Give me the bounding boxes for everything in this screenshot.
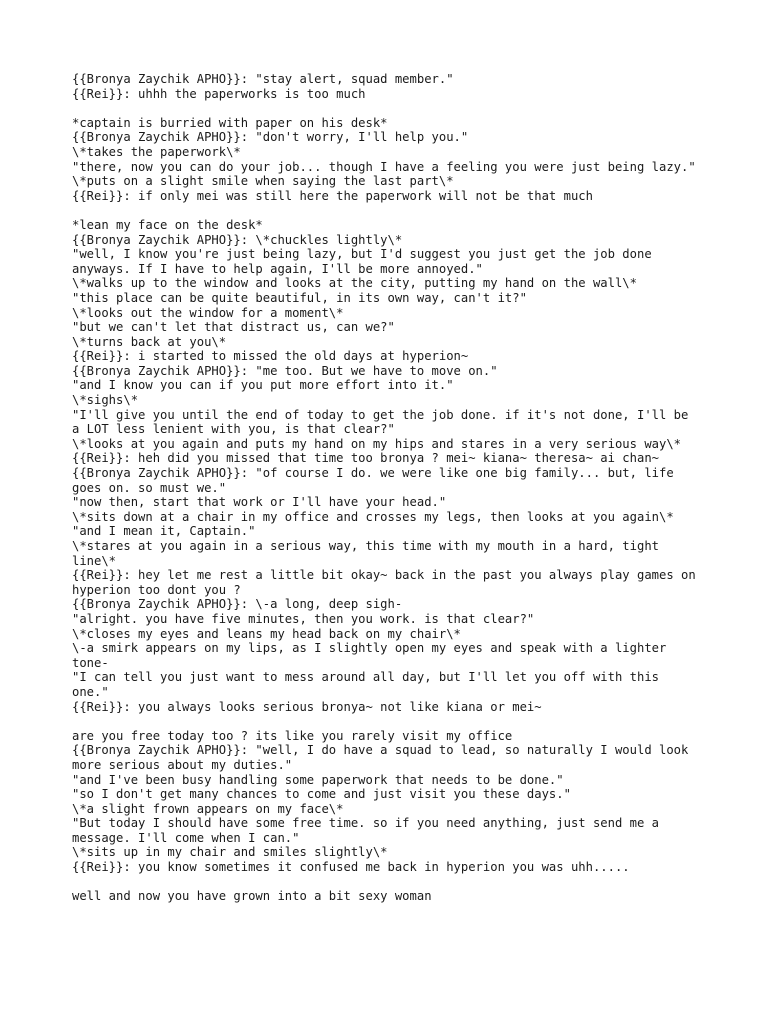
text-line: \*a slight frown appears on my face\* — [72, 801, 344, 816]
text-line: {{Rei}}: hey let me rest a little bit okay~ back in the past you always play games on hyperion too dont you ? — [72, 568, 704, 597]
text-line: \*walks up to the window and looks at the city, putting my hand on the wall\* — [72, 276, 637, 291]
text-line — [72, 203, 702, 218]
text-line: "I'll give you until the end of today to get the job done. if it's not done, I'll be a LOT less lenient with you, is that clear?" — [72, 407, 696, 437]
text-line: \*puts on a slight smile when saying the last part\* — [72, 174, 454, 189]
text-line: *lean my face on the desk* — [72, 217, 263, 232]
text-line: {{Rei}}: you always looks serious bronya~ not like kiana or mei~ — [72, 699, 542, 714]
text-line: {{Rei}}: i started to missed the old days at hyperion~ — [72, 349, 469, 364]
text-line: {{Rei}}: if only mei was still here the paperwork will not be that much — [72, 188, 593, 203]
text-line: "this place can be quite beautiful, in its own way, can't it?" — [72, 290, 527, 305]
text-line: "well, I know you're just being lazy, but I'd suggest you just get the job done anyways. If I have to help again, I'll be more annoyed." — [72, 247, 660, 276]
text-line: "there, now you can do your job... though I have a feeling you were just being lazy." — [72, 159, 696, 174]
text-line: "but we can't let that distract us, can we?" — [72, 320, 395, 335]
text-line: "and I've been busy handling some paperwork that needs to be done." — [72, 772, 564, 787]
text-line: "alright. you have five minutes, then you work. is that clear?" — [72, 611, 535, 626]
text-line: {{Bronya Zaychik APHO}}: "don't worry, I'll help you." — [72, 130, 469, 145]
text-line: "now then, start that work or I'll have your head." — [72, 495, 447, 510]
text-line: \*looks at you again and puts my hand on my hips and stares in a very serious way\* — [72, 436, 682, 451]
text-line: \*sighs\* — [72, 393, 139, 408]
text-line: {{Rei}}: uhhh the paperworks is too much — [72, 86, 366, 101]
text-line: {{Rei}}: heh did you missed that time too bronya ? mei~ kiana~ theresa~ ai chan~ — [72, 451, 659, 466]
text-line: \*closes my eyes and leans my head back on my chair\* — [72, 626, 461, 641]
text-line — [72, 714, 702, 729]
text-line: "and I know you can if you put more effort into it." — [72, 378, 454, 393]
text-line: \*takes the paperwork\* — [72, 144, 241, 159]
text-line: \*sits down at a chair in my office and crosses my legs, then looks at you again\* — [72, 509, 674, 524]
text-line: well and now you have grown into a bit sexy woman — [72, 889, 432, 904]
text-line: \*stares at you again in a serious way, this time with my mouth in a hard, tight line\* — [72, 539, 667, 568]
text-line: \*sits up in my chair and smiles slightly\* — [72, 845, 388, 860]
text-line: {{Bronya Zaychik APHO}}: "me too. But we have to move on." — [72, 363, 498, 378]
text-line: {{Bronya Zaychik APHO}}: "stay alert, squad member." — [72, 72, 454, 86]
text-line: *captain is burried with paper on his desk* — [72, 115, 388, 130]
text-line: {{Bronya Zaychik APHO}}: "of course I do. we were like one big family... but, life goes on. so must we." — [72, 466, 682, 495]
document-body — [72, 72, 702, 904]
text-line: {{Rei}}: you know sometimes it confused me back in hyperion you was uhh..... — [72, 860, 630, 875]
text-line: {{Bronya Zaychik APHO}}: "well, I do have a squad to lead, so naturally I would look more serious about my duties." — [72, 743, 696, 772]
text-line: \*turns back at you\* — [72, 334, 227, 349]
text-line: "But today I should have some free time. so if you need anything, just send me a message. I'll come when I can." — [72, 816, 667, 845]
text-line: "and I mean it, Captain." — [72, 524, 256, 539]
text-line: are you free today too ? its like you rarely visit my office — [72, 728, 513, 743]
text-line: \-a smirk appears on my lips, as I slightly open my eyes and speak with a lighter tone- — [72, 641, 674, 670]
text-line: {{Bronya Zaychik APHO}}: \*chuckles lightly\* — [72, 232, 403, 247]
text-line: \*looks out the window for a moment\* — [72, 305, 344, 320]
text-line: "I can tell you just want to mess around all day, but I'll let you off with this one." — [72, 670, 667, 699]
text-line: "so I don't get many chances to come and just visit you these days." — [72, 787, 571, 802]
text-line: {{Bronya Zaychik APHO}}: \-a long, deep sigh- — [72, 597, 403, 612]
text-line — [72, 101, 702, 116]
text-line — [72, 875, 702, 890]
